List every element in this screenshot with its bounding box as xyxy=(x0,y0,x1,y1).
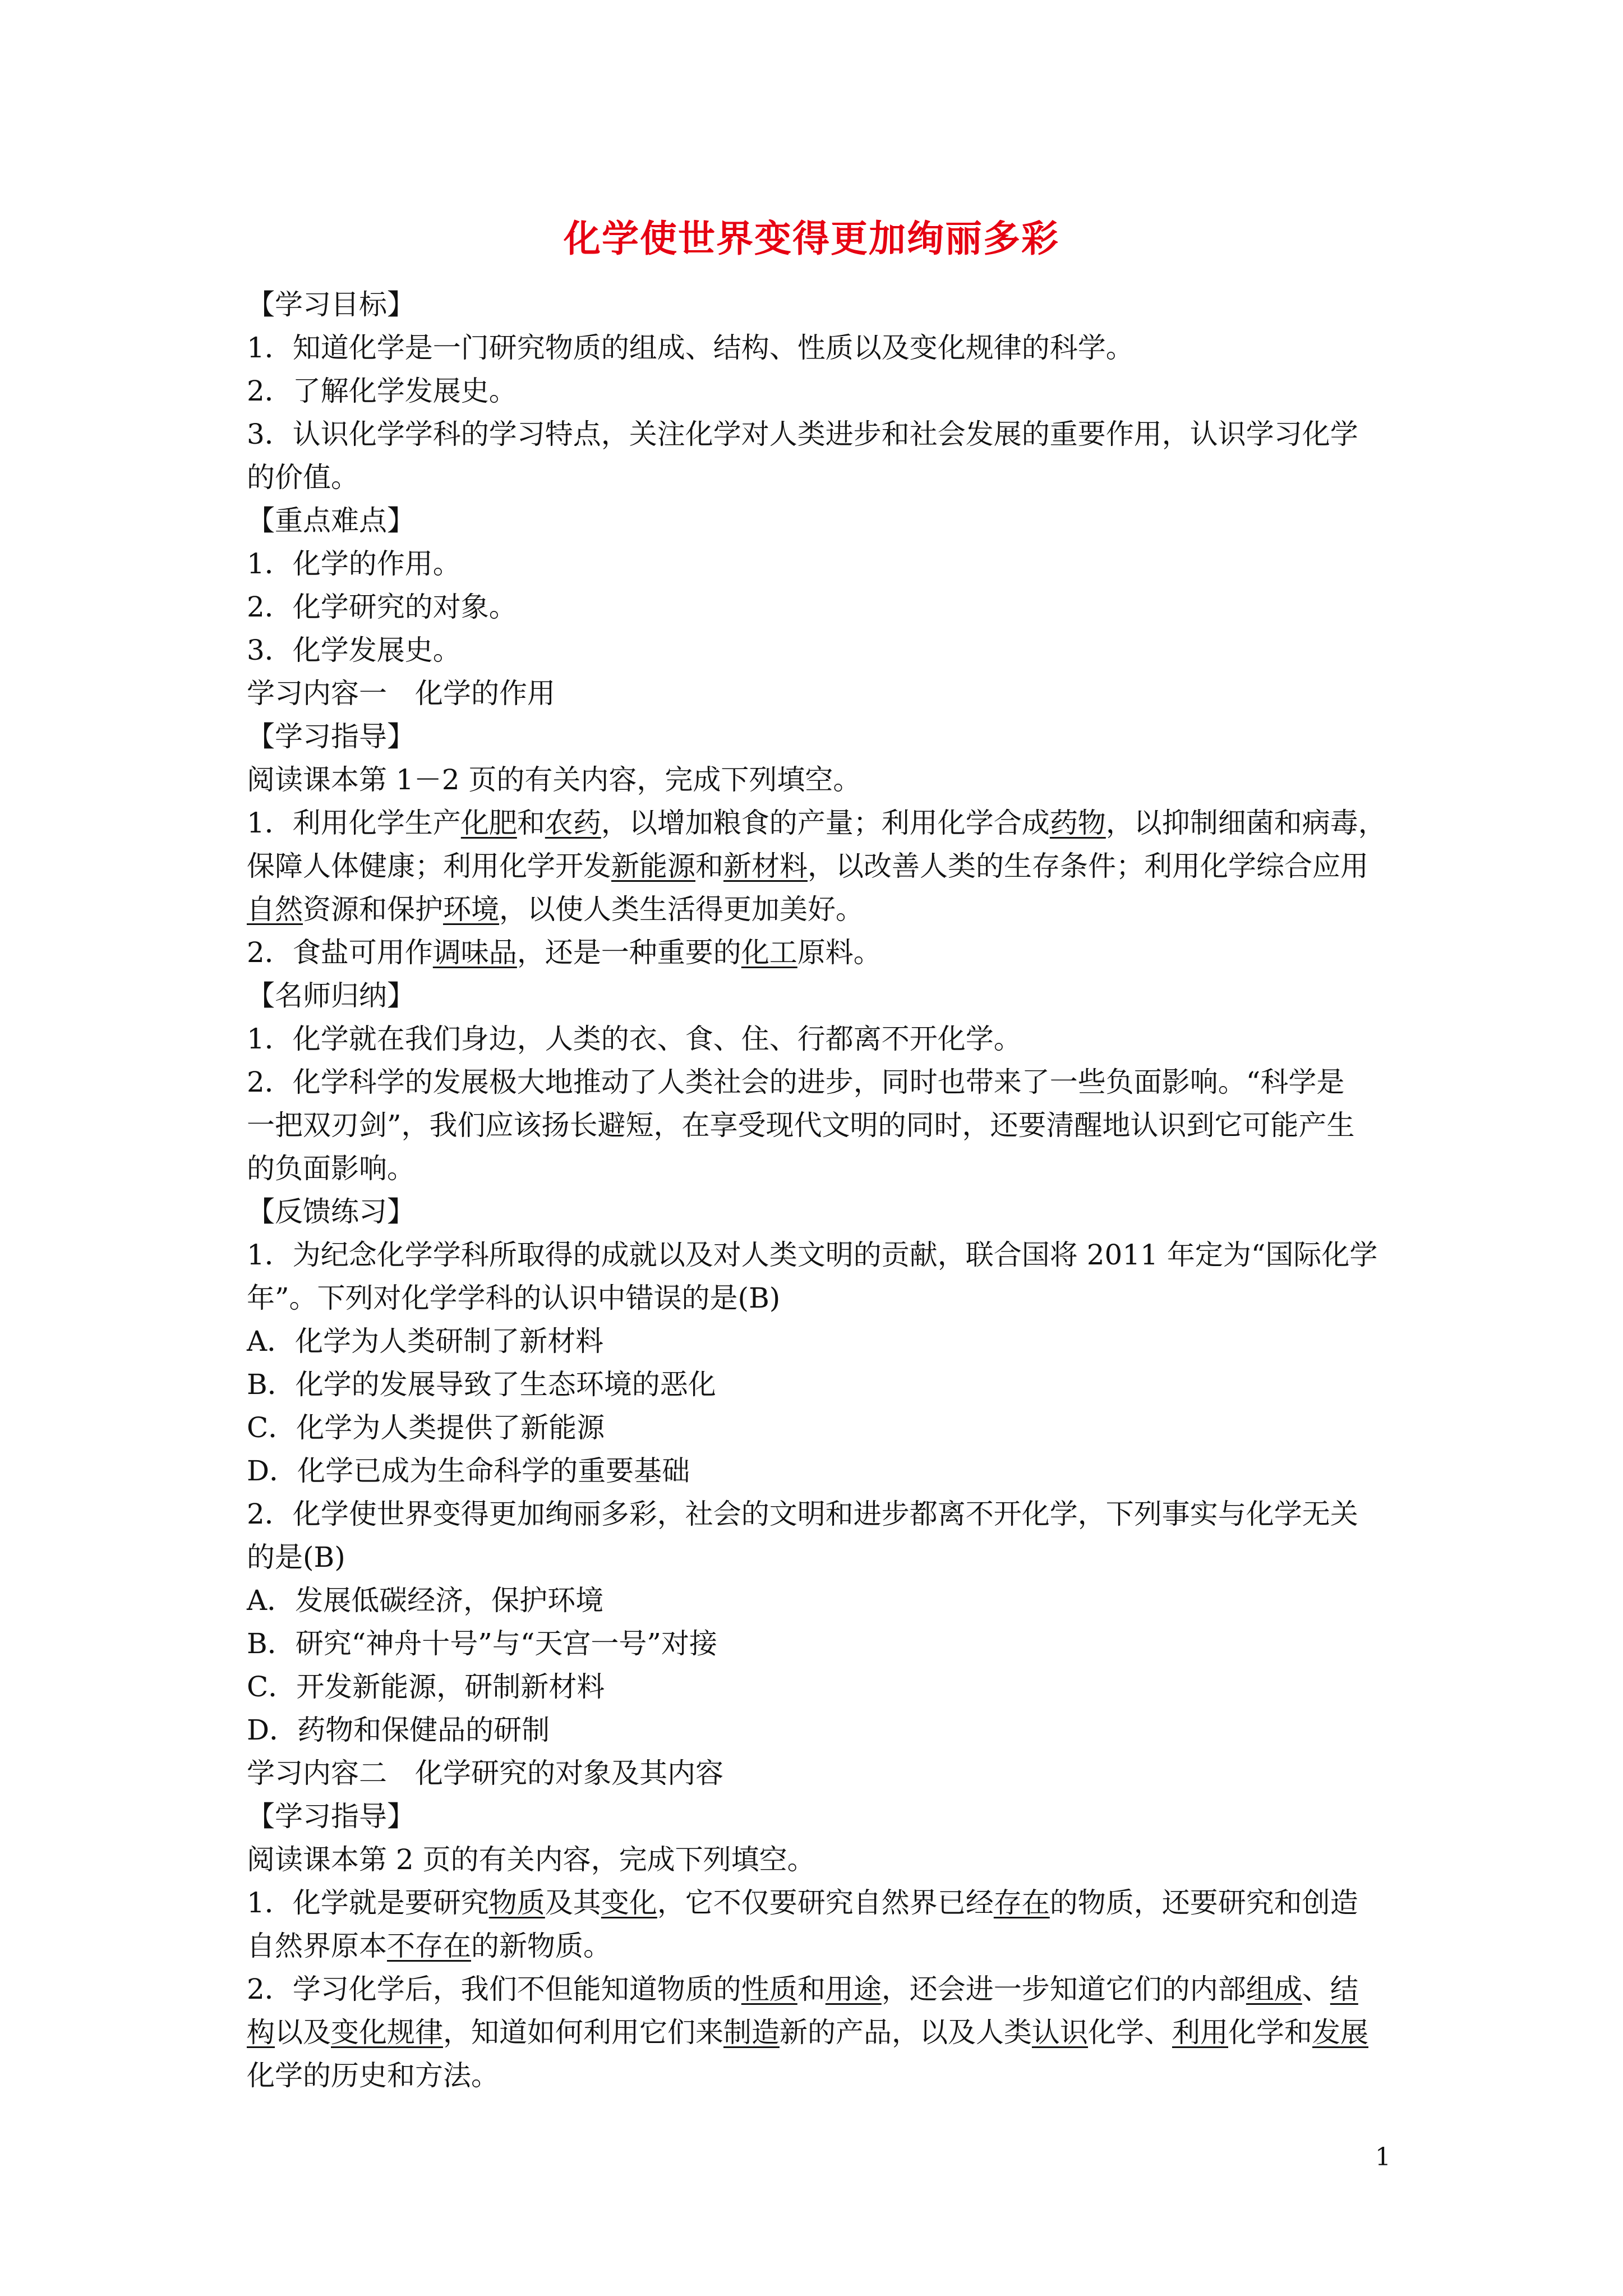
text-line xyxy=(247,888,1391,931)
text-segment: 【学习指导】 xyxy=(247,720,415,753)
text-line xyxy=(247,2054,1391,2097)
text-segment: 1．化学就在我们身边，人类的衣、食、住、行都离不开化学。 xyxy=(247,1023,1022,1055)
text-segment: 1．知道化学是一门研究物质的组成、结构、性质以及变化规律的科学。 xyxy=(247,332,1134,364)
text-line xyxy=(247,456,1391,499)
text-segment: ，它不仅要研究自然界已经 xyxy=(657,1887,994,1919)
text-segment: ，以抑制细菌和病毒， xyxy=(1105,807,1386,839)
fill-in-answer: 新能源 xyxy=(611,850,695,882)
text-line xyxy=(247,326,1391,370)
text-line xyxy=(247,1190,1391,1234)
fill-in-answer: 药物 xyxy=(1049,807,1106,839)
text-line xyxy=(247,974,1391,1018)
text-line xyxy=(247,413,1391,456)
fill-in-answer: 存在 xyxy=(993,1887,1050,1919)
text-segment: 1．为纪念化学学科所取得的成就以及对人类文明的贡献，联合国将 2011 年定为“国际化学 xyxy=(247,1239,1378,1271)
text-segment: ，以增加粮食的产量；利用化学合成 xyxy=(601,807,1050,839)
text-segment: 原料。 xyxy=(797,936,882,969)
text-segment: ，还会进一步知道它们的内部 xyxy=(881,1973,1246,2005)
text-segment: 化学、 xyxy=(1088,2016,1172,2049)
text-line xyxy=(247,1579,1391,1622)
text-segment: 2．学习化学后，我们不但能知道物质的 xyxy=(247,1973,741,2005)
text-segment: ，知道如何利用它们来 xyxy=(443,2016,723,2049)
text-segment: D．化学已成为生命科学的重要基础 xyxy=(247,1455,690,1487)
text-segment: 的新物质。 xyxy=(471,1930,611,1962)
text-segment: 自然界原本 xyxy=(247,1930,387,1962)
text-line xyxy=(247,542,1391,586)
text-line xyxy=(247,1795,1391,1838)
text-segment: 和 xyxy=(517,807,545,839)
text-line xyxy=(247,1406,1391,1450)
text-line xyxy=(247,1363,1391,1406)
text-segment: 化学的历史和方法。 xyxy=(247,2059,499,2092)
text-segment: 新的产品，以及人类 xyxy=(780,2016,1032,2049)
fill-in-answer: 认识 xyxy=(1032,2016,1088,2049)
fill-in-answer: 利用 xyxy=(1172,2016,1228,2049)
fill-in-answer: 不存在 xyxy=(387,1930,471,1962)
text-line xyxy=(247,715,1391,758)
text-segment: 阅读课本第 1－2 页的有关内容，完成下列填空。 xyxy=(247,763,861,796)
page-number: 1 xyxy=(1375,2143,1391,2171)
text-line xyxy=(247,1320,1391,1363)
text-segment: 【学习目标】 xyxy=(247,288,415,321)
text-segment: 2．化学科学的发展极大地推动了人类社会的进步，同时也带来了一些负面影响。“科学是 xyxy=(247,1066,1345,1098)
fill-in-answer: 构 xyxy=(247,2016,275,2049)
text-segment: 1．利用化学生产 xyxy=(247,807,461,839)
text-segment: ，以使人类生活得更加美好。 xyxy=(499,893,864,926)
text-line xyxy=(247,2011,1391,2054)
fill-in-answer: 新材料 xyxy=(723,850,808,882)
fill-in-answer: 变化 xyxy=(601,1887,657,1919)
text-segment: 阅读课本第 2 页的有关内容，完成下列填空。 xyxy=(247,1843,815,1876)
text-line xyxy=(247,1536,1391,1579)
fill-in-answer: 自然 xyxy=(247,893,303,926)
text-segment: 3．认识化学学科的学习特点，关注化学对人类进步和社会发展的重要作用，认识学习化学 xyxy=(247,418,1358,450)
fill-in-answer: 调味品 xyxy=(432,936,517,969)
text-line xyxy=(247,629,1391,672)
text-line xyxy=(247,1493,1391,1536)
text-line xyxy=(247,1147,1391,1190)
text-segment: D．药物和保健品的研制 xyxy=(247,1714,550,1746)
fill-in-answer: 物质 xyxy=(488,1887,545,1919)
text-line xyxy=(247,1234,1391,1277)
text-segment: ，还是一种重要的 xyxy=(517,936,741,969)
text-segment: 一把双刃剑”，我们应该扬长避短，在享受现代文明的同时，还要清醒地认识到它可能产生 xyxy=(247,1109,1355,1142)
text-segment: 3．化学发展史。 xyxy=(247,634,461,666)
text-segment: C．开发新能源，研制新材料 xyxy=(247,1671,605,1703)
text-segment: 2．化学使世界变得更加绚丽多彩，社会的文明和进步都离不开化学，下列事实与化学无关 xyxy=(247,1498,1358,1530)
text-line xyxy=(247,499,1391,542)
text-line xyxy=(247,370,1391,413)
text-segment: 和 xyxy=(695,850,723,882)
fill-in-answer: 发展 xyxy=(1312,2016,1368,2049)
fill-in-answer: 结 xyxy=(1330,1973,1358,2005)
text-line xyxy=(247,1665,1391,1709)
fill-in-answer: 农药 xyxy=(545,807,601,839)
text-line xyxy=(247,802,1391,845)
text-segment: 和 xyxy=(797,1973,826,2005)
text-line xyxy=(247,1018,1391,1061)
text-line xyxy=(247,1104,1391,1147)
text-segment: 【重点难点】 xyxy=(247,504,415,537)
text-segment: 化学和 xyxy=(1228,2016,1312,2049)
text-segment: 1．化学的作用。 xyxy=(247,547,461,580)
text-line xyxy=(247,845,1391,888)
fill-in-answer: 变化规律 xyxy=(331,2016,443,2049)
text-segment: B．研究“神舟十号”与“天宫一号”对接 xyxy=(247,1627,717,1660)
text-segment: 保障人体健康；利用化学开发 xyxy=(247,850,611,882)
text-line xyxy=(247,758,1391,802)
text-segment: 【名师归纳】 xyxy=(247,979,415,1012)
text-segment: 的负面影响。 xyxy=(247,1152,415,1185)
text-segment: A．发展低碳经济，保护环境 xyxy=(247,1584,604,1617)
page-title: 化学使世界变得更加绚丽多彩 xyxy=(564,217,1059,260)
text-segment: 资源和保护 xyxy=(303,893,443,926)
fill-in-answer: 化工 xyxy=(741,936,797,969)
text-segment: 2．了解化学发展史。 xyxy=(247,375,517,407)
text-segment: 【学习指导】 xyxy=(247,1800,415,1833)
text-segment: ，以改善人类的生存条件；利用化学综合应用 xyxy=(808,850,1368,882)
text-line xyxy=(247,931,1391,974)
text-line xyxy=(247,1709,1391,1752)
text-line xyxy=(247,1752,1391,1795)
fill-in-answer: 化肥 xyxy=(460,807,517,839)
fill-in-answer: 环境 xyxy=(443,893,499,926)
text-segment: 的是(B) xyxy=(247,1541,345,1573)
text-line xyxy=(247,1925,1391,1968)
text-segment: A．化学为人类研制了新材料 xyxy=(247,1325,604,1358)
text-segment: 的价值。 xyxy=(247,461,359,494)
text-segment: 的物质，还要研究和创造 xyxy=(1049,1887,1358,1919)
text-segment: 及其 xyxy=(545,1887,601,1919)
fill-in-answer: 组成 xyxy=(1246,1973,1302,2005)
text-line xyxy=(247,1968,1391,2011)
text-segment: 、 xyxy=(1302,1973,1330,2005)
text-line xyxy=(247,283,1391,326)
text-segment: 【反馈练习】 xyxy=(247,1195,415,1228)
text-line xyxy=(247,1450,1391,1493)
text-line xyxy=(247,1881,1391,1925)
text-segment: 以及 xyxy=(275,2016,331,2049)
text-segment: 学习内容一 化学的作用 xyxy=(247,677,555,710)
text-segment: 2．化学研究的对象。 xyxy=(247,591,517,623)
fill-in-answer: 性质 xyxy=(741,1973,797,2005)
document-body xyxy=(247,283,1391,2097)
text-segment: 学习内容二 化学研究的对象及其内容 xyxy=(247,1757,723,1789)
text-segment: 1．化学就是要研究 xyxy=(247,1887,489,1919)
fill-in-answer: 用途 xyxy=(825,1973,882,2005)
text-line xyxy=(247,1277,1391,1320)
fill-in-answer: 制造 xyxy=(723,2016,780,2049)
text-segment: 年”。下列对化学学科的认识中错误的是(B) xyxy=(247,1282,781,1314)
text-segment: B．化学的发展导致了生态环境的恶化 xyxy=(247,1368,716,1401)
text-line xyxy=(247,586,1391,629)
text-segment: C．化学为人类提供了新能源 xyxy=(247,1411,605,1444)
text-line xyxy=(247,1061,1391,1104)
text-line xyxy=(247,1838,1391,1881)
text-line xyxy=(247,672,1391,715)
text-segment: 2．食盐可用作 xyxy=(247,936,433,969)
text-line xyxy=(247,1622,1391,1665)
